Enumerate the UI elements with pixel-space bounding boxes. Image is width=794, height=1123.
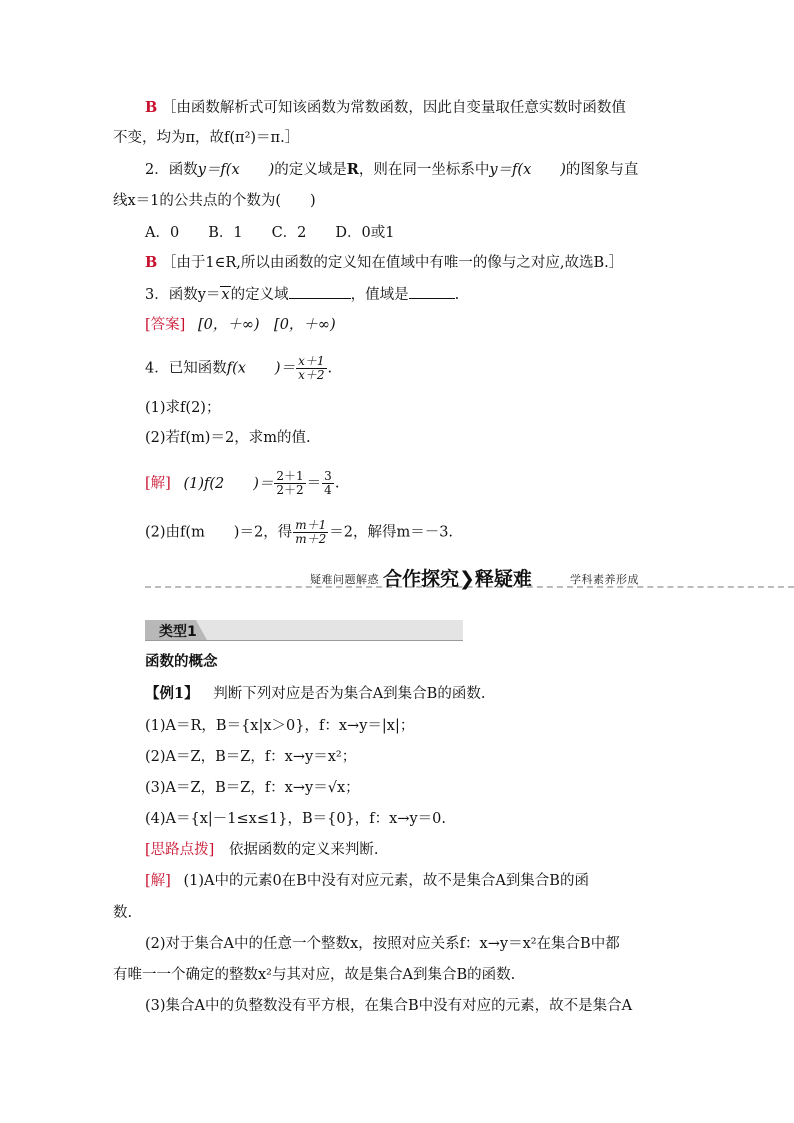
example-item-3: (3)A＝Z，B＝Z，f：x→y＝√x； (145, 780, 360, 796)
answer-tag: [答案] (145, 317, 186, 333)
fraction: $\frac{2+1}{2+2}$ (276, 469, 304, 497)
hint (145, 840, 379, 860)
answer-tag: [解] (145, 475, 171, 492)
example-item-2: (2)A＝Z，B＝Z，f：x→y＝x²； (145, 749, 357, 765)
answer-4-part-1: [解] (1)f(2 )＝ $\frac{2+1}{2+2}$ ＝ $\frac{3}{4}$ . (145, 469, 340, 497)
solution-1-line-1: [解] (1)A中的元素0在B中没有对应元素，故不是集合A到集合B的函 (145, 873, 589, 889)
type-header-bar (145, 620, 463, 641)
hint-text: 依据函数的定义来判断. (228, 842, 379, 858)
solution-2-line-2: 有唯一一个确定的整数x²与其对应，故是集合A到集合B的函数. (113, 967, 516, 983)
answer-explanation: ［由于1∈R,所以由函数的定义知在值域中有唯一的像与之对应,故选B.］ (161, 255, 624, 271)
solution-1-line-2: 数. (113, 905, 133, 921)
answer-blank (289, 284, 351, 299)
example-prompt: 判断下列对应是否为集合A到集合B的函数. (213, 686, 486, 702)
answer-3: [答案] [0，＋∞) [0，＋∞) (145, 317, 336, 333)
question-3: 3．函数y＝x的定义域 ，值域是 . (145, 284, 459, 305)
solution-2-line-1: (2)对于集合A中的任意一个整数x，按照对应关系f：x→y＝x²在集合B中都 (145, 936, 620, 952)
answer-explanation: ［由函数解析式可知该函数为常数函数，因此自变量取任意实数时函数值 (161, 100, 626, 116)
example-item-1: (1)A＝R，B＝{x|x＞0}，f：x→y＝|x|； (145, 718, 415, 734)
banner-left-caption: 疑难问题解惑 (310, 573, 379, 586)
question-4-part-2: (2)若f(m)＝2，求m的值. (145, 430, 311, 446)
section-banner (145, 564, 794, 590)
answer-1-line-1 (145, 98, 626, 118)
fraction: $\frac{m+1}{m+2}$ (295, 518, 327, 546)
example-tag: 【例1】 (145, 685, 199, 702)
banner-title: 合作探究❯释疑难 (383, 568, 532, 590)
answer-2 (145, 253, 623, 273)
answer-letter: B (145, 254, 158, 271)
banner-right-caption: 学科素养形成 (570, 573, 639, 586)
solution-3-line-1: (3)集合A中的负整数没有平方根，在集合B中没有对应的元素，故不是集合A (145, 998, 633, 1014)
example-item-4: (4)A＝{x|－1≤x≤1}，B＝{0}，f：x→y＝0. (145, 811, 447, 827)
hint-tag: [思路点拨] (145, 842, 215, 858)
question-2-line-1: 2．函数y＝f(x )的定义域是R，则在同一坐标系中y＝f(x )的图象与直 (145, 161, 639, 178)
question-4-part-1: (1)求f(2)； (145, 400, 221, 416)
question-2-line-2: 线x＝1的公共点的个数为( ) (113, 193, 316, 209)
example-1 (145, 684, 485, 704)
answer-4-part-2: (2)由f(m )＝2，得 $\frac{m+1}{m+2}$ ＝2，解得m＝－3. (145, 518, 454, 546)
answer-1-line-2: 不变，均为π，故f(π²)＝π.］ (113, 130, 300, 146)
question-2-options: A．0 B．1 C．2 D．0或1 (145, 225, 395, 241)
answer-letter: B (145, 99, 158, 116)
sqrt-expression: x (221, 287, 230, 303)
solution-tag: [解] (145, 873, 171, 889)
fraction: $\frac{3}{4}$ (324, 469, 332, 497)
answer-blank (409, 284, 455, 299)
question-4: 4．已知函数f(x )＝ $\frac{x+1}{x+2}$ . (145, 354, 333, 382)
section-heading: 函数的概念 (145, 653, 218, 670)
fraction: $\frac{x+1}{x+2}$ (298, 354, 325, 382)
type-label: 类型1 (159, 624, 197, 640)
